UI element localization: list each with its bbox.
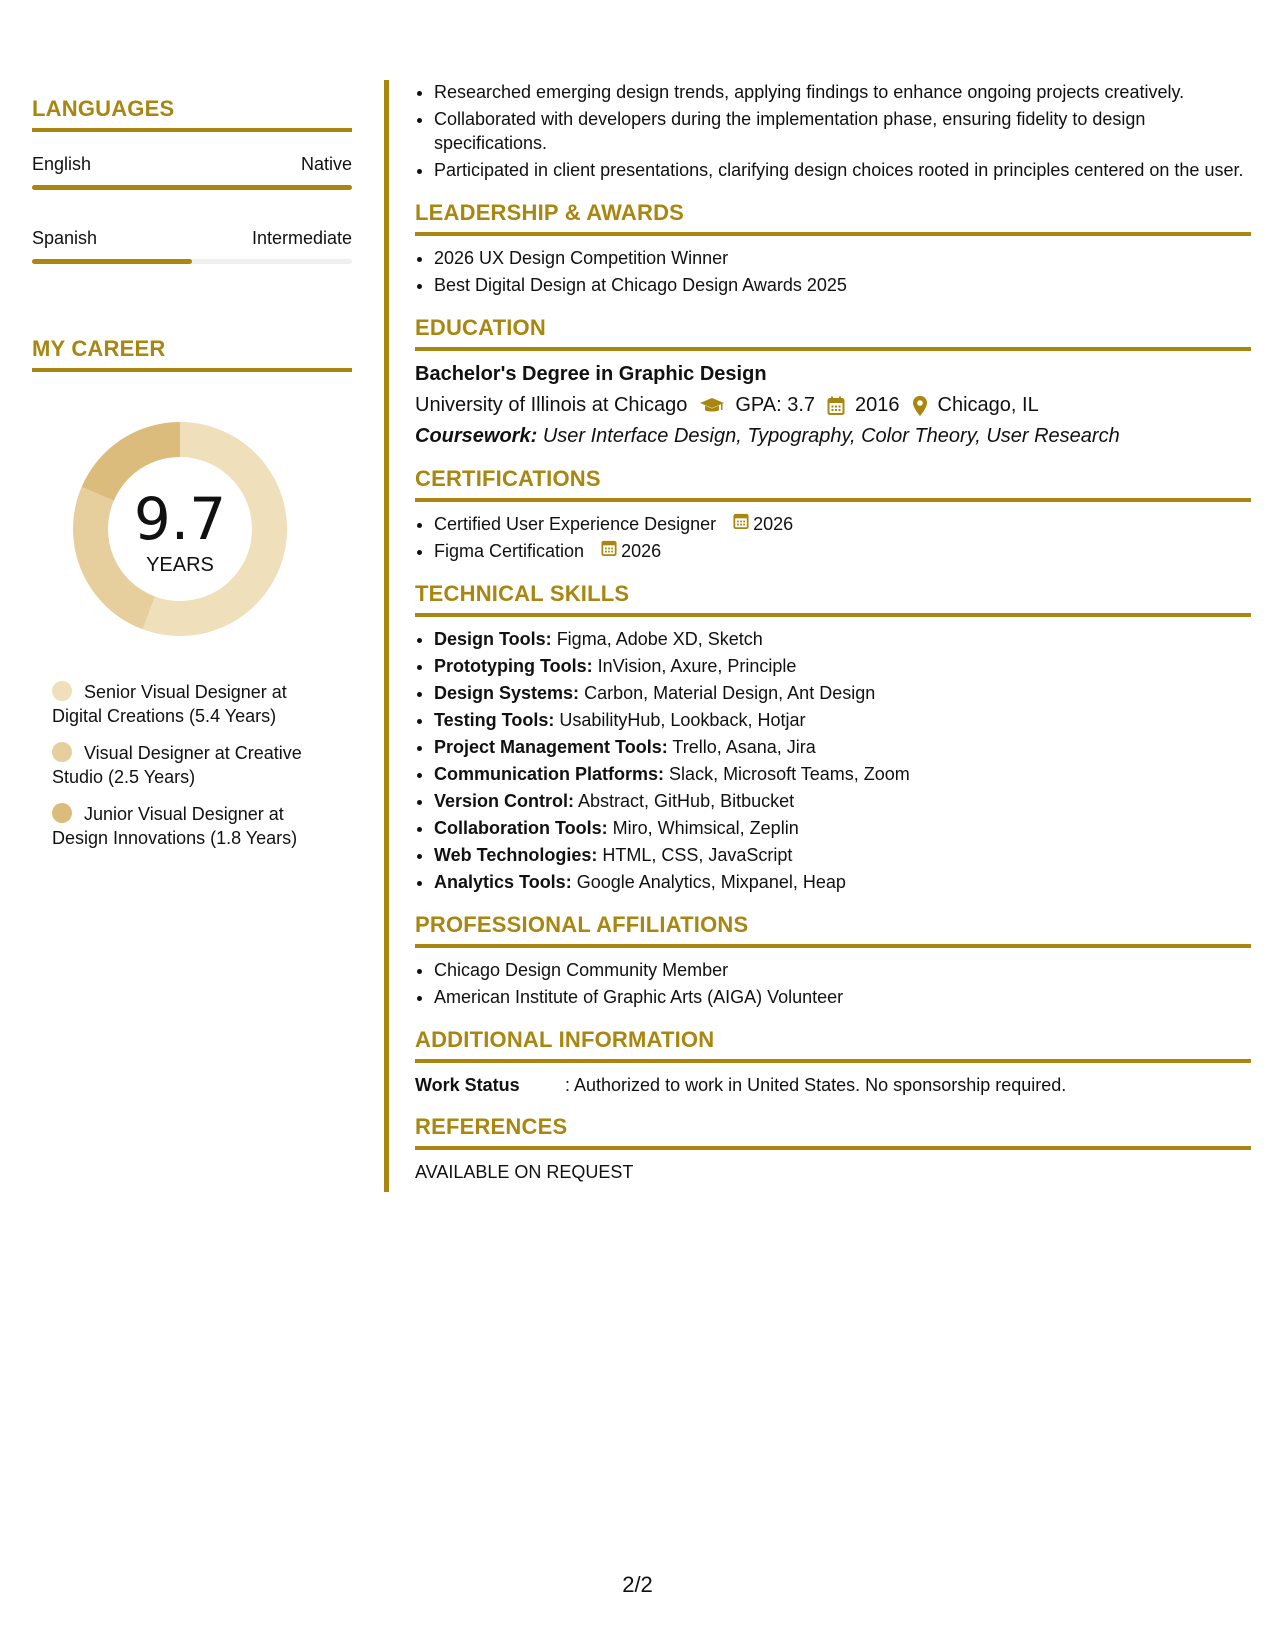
skill-label: Testing Tools: (434, 710, 555, 730)
career-legend-item (52, 802, 322, 850)
career-legend (52, 680, 352, 850)
career-total: 9.7 (133, 485, 227, 553)
languages-title: LANGUAGES (32, 96, 352, 132)
language-level: Intermediate (251, 228, 352, 248)
skill-value: Google Analytics, Mixpanel, Heap (576, 872, 846, 892)
skill-item (434, 843, 1251, 867)
coursework-label: Coursework: (415, 425, 538, 447)
column-divider (384, 80, 389, 1192)
skill-value: Slack, Microsoft Teams, Zoom (669, 764, 910, 784)
education-coursework (415, 425, 1251, 448)
leadership-title: LEADERSHIP & AWARDS (415, 200, 1251, 236)
skill-label: Project Management Tools: (434, 737, 668, 757)
coursework-value: User Interface Design, Typography, Color Theory, User Research (542, 425, 1120, 447)
calendar-icon (827, 396, 845, 416)
certification-item (434, 539, 1251, 563)
legend-dot (52, 803, 72, 823)
legend-label: Visual Designer at Creative Studio (2.5 Years) (52, 743, 302, 787)
skill-value: UsabilityHub, Lookback, Hotjar (559, 710, 806, 730)
graduation-cap-icon (699, 396, 725, 416)
skill-value: Figma, Adobe XD, Sketch (556, 629, 763, 649)
skill-item (434, 708, 1251, 732)
page-number: 2/2 (622, 1572, 653, 1597)
certifications-title: CERTIFICATIONS (415, 466, 1251, 502)
skill-item (434, 789, 1251, 813)
skills-list (415, 627, 1251, 894)
language-item (32, 154, 352, 190)
legend-dot (52, 681, 72, 701)
skill-item (434, 762, 1251, 786)
affiliations-list (415, 958, 1251, 1009)
affiliation-item: • Chicago Design Community Member (434, 958, 1251, 982)
skill-label: Collaboration Tools: (434, 818, 608, 838)
skill-label: Version Control: (434, 791, 575, 811)
calendar-icon (733, 512, 753, 536)
skill-item (434, 870, 1251, 894)
career-unit: YEARS (146, 554, 214, 576)
skill-item (434, 627, 1251, 651)
affiliations-title: PROFESSIONAL AFFILIATIONS (415, 912, 1251, 948)
leadership-item: • 2026 UX Design Competition Winner (434, 246, 1251, 270)
language-level: Native (300, 154, 352, 174)
skill-value: Trello, Asana, Jira (672, 737, 816, 757)
additional-info-row (415, 1075, 1251, 1096)
map-pin-icon (912, 395, 928, 417)
bullet-item: • Participated in client presentations, clarifying design choices rooted in principles centered on the user. (434, 158, 1251, 182)
skill-value: HTML, CSS, JavaScript (602, 845, 793, 865)
education-details (415, 394, 1251, 417)
affiliation-item: • American Institute of Graphic Arts (AIGA) Volunteer (434, 985, 1251, 1009)
education-degree: Bachelor's Degree in Graphic Design (415, 363, 767, 385)
sidebar (32, 78, 352, 863)
education-school: University of Illinois at Chicago (415, 394, 688, 416)
work-status-label: Work Status (415, 1075, 520, 1095)
skill-value: Carbon, Material Design, Ant Design (584, 683, 876, 703)
references-text: AVAILABLE ON REQUEST (415, 1162, 634, 1182)
career-title: MY CAREER (32, 336, 352, 372)
references-title: REFERENCES (415, 1114, 1251, 1150)
skill-label: Web Technologies: (434, 845, 598, 865)
education-year: 2016 (855, 394, 900, 416)
certifications-list (415, 512, 1251, 563)
language-proficiency-bar (32, 259, 352, 264)
skill-value: Miro, Whimsical, Zeplin (612, 818, 799, 838)
language-name: English (32, 154, 92, 174)
skill-item (434, 735, 1251, 759)
language-proficiency-fill (32, 259, 192, 264)
skills-title: TECHNICAL SKILLS (415, 581, 1251, 617)
certification-year: 2026 (753, 514, 794, 534)
additional-info-title: ADDITIONAL INFORMATION (415, 1027, 1251, 1063)
skill-value: InVision, Axure, Principle (597, 656, 797, 676)
skill-item (434, 816, 1251, 840)
main-column (415, 80, 1251, 1183)
language-name: Spanish (32, 228, 98, 248)
skill-item (434, 654, 1251, 678)
education-location: Chicago, IL (937, 394, 1039, 416)
certification-name: Certified User Experience Designer (434, 514, 717, 534)
certification-item (434, 512, 1251, 536)
calendar-icon (601, 539, 621, 563)
skill-label: Analytics Tools: (434, 872, 572, 892)
skill-item (434, 681, 1251, 705)
skill-label: Design Systems: (434, 683, 580, 703)
career-donut-chart (65, 414, 295, 644)
language-proficiency-bar (32, 185, 352, 190)
legend-dot (52, 742, 72, 762)
certification-name: Figma Certification (434, 541, 585, 561)
leadership-item: • Best Digital Design at Chicago Design Awards 2025 (434, 273, 1251, 297)
skill-label: Design Tools: (434, 629, 552, 649)
skill-label: Prototyping Tools: (434, 656, 593, 676)
work-status-value: : Authorized to work in United States. No sponsorship required. (565, 1075, 1067, 1095)
certification-year: 2026 (621, 541, 662, 561)
skill-label: Communication Platforms: (434, 764, 665, 784)
career-legend-item (52, 680, 322, 728)
skill-value: Abstract, GitHub, Bitbucket (578, 791, 795, 811)
language-proficiency-fill (32, 185, 352, 190)
leadership-list (415, 246, 1251, 297)
legend-label: Senior Visual Designer at Digital Creations (5.4 Years) (52, 682, 287, 726)
language-item (32, 228, 352, 264)
experience-bullets (415, 80, 1251, 182)
career-legend-item (52, 741, 322, 789)
bullet-item: • Researched emerging design trends, applying findings to enhance ongoing projects creatively. (434, 80, 1251, 104)
bullet-item: • Collaborated with developers during the implementation phase, ensuring fidelity to design specifications. (434, 107, 1251, 155)
education-title: EDUCATION (415, 315, 1251, 351)
legend-label: Junior Visual Designer at Design Innovations (1.8 Years) (52, 804, 298, 848)
education-gpa: GPA: 3.7 (735, 394, 816, 416)
